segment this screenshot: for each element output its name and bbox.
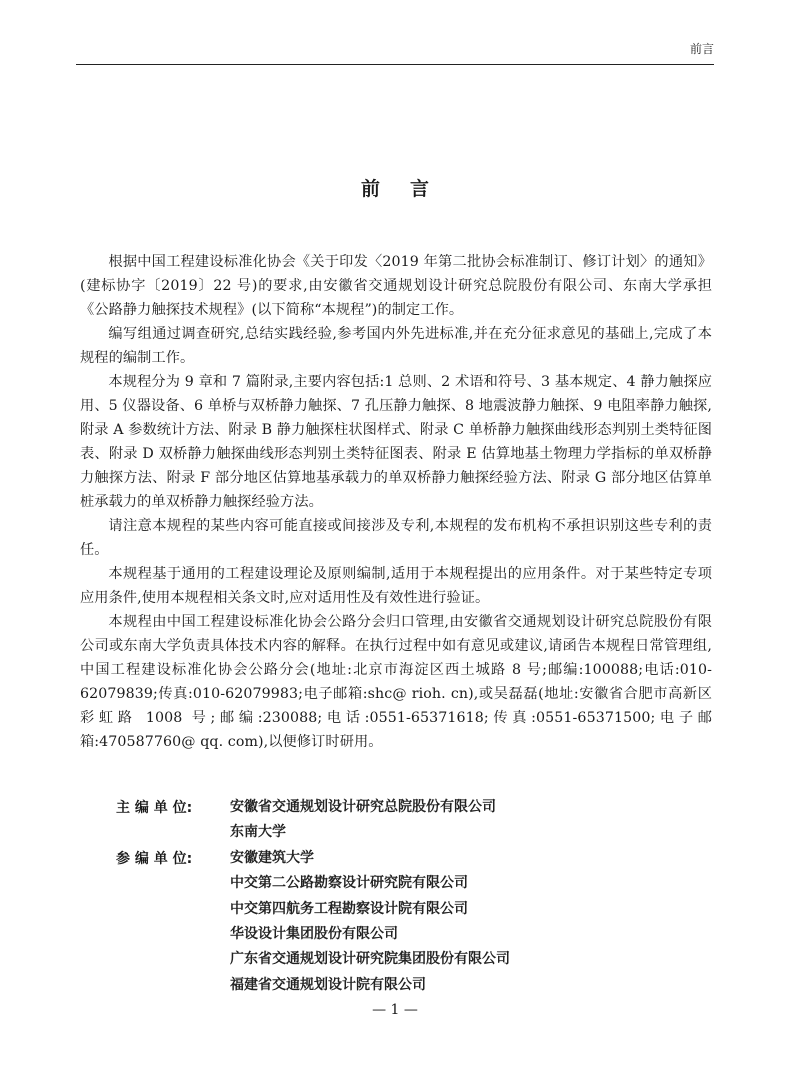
participating-unit: 华设设计集团股份有限公司: [230, 926, 398, 943]
participating-label: 参 编 单 位:: [116, 850, 193, 867]
participating-unit: 中交第二公路勘察设计研究院有限公司: [230, 875, 468, 892]
page-title-char-1: 前: [360, 178, 380, 200]
page-title-char-2: 言: [410, 178, 430, 200]
participating-unit: 福建省交通规划设计院有限公司: [230, 976, 426, 993]
participating-unit: 安徽建筑大学: [230, 849, 314, 866]
chief-editor-label: 主 编 单 位:: [116, 800, 193, 816]
paragraph-drafting: 编写组通过调查研究,总结实践经验,参考国内外先进标准,并在充分征求意见的基础上,完成了本规程的编制工作。: [80, 326, 712, 366]
participating-unit: 中交第四航务工程勘察设计院有限公司: [230, 900, 468, 917]
chief-editor-unit: 安徽省交通规划设计研究总院股份有限公司: [230, 799, 496, 815]
header-divider: [76, 64, 714, 65]
paragraph-management: 本规程由中国工程建设标准化协会公路分会归口管理,由安徽省交通规划设计研究总院股份有限公司或东南大学负责具体技术内容的解释。在执行过程中如有意见或建议,请函告本规程日常管理组,中国工程建设标准化协会公路分会(地址:北京市海淀区西土城路 8 号;邮编:100088;电话:010-62079839;传真:010-62079983;电子邮箱:shc@ rioh. cn),或吴磊磊(地址:安徽省合肥市高新区彩虹路 1008 号;邮编:230088;电话:0551-65371618;传真:0551-65371500;电子邮箱:470587760@ qq. com),以便修订时研用。: [80, 614, 712, 750]
participating-unit: 广东省交通规划设计研究院集团股份有限公司: [230, 951, 510, 968]
paragraph-applicability: 本规程基于通用的工程建设理论及原则编制,适用于本规程提出的应用条件。对于某些特定专项应用条件,使用本规程相关条文时,应对适用性及有效性进行验证。: [80, 566, 712, 606]
body-text: [80, 250, 712, 754]
paragraph-patents: 请注意本规程的某些内容可能直接或间接涉及专利,本规程的发布机构不承担识别这些专利的责任。: [80, 518, 712, 558]
paragraph-mandate: 根据中国工程建设标准化协会《关于印发〈2019 年第二批协会标准制订、修订计划〉的通知》(建标协字〔2019〕22 号)的要求,由安徽省交通规划设计研究总院股份有限公司、东南大学承担《公路静力触探技术规程》(以下简称“本规程”)的制定工作。: [80, 254, 712, 318]
page-number: — 1 —: [372, 1002, 418, 1018]
credits-section: [116, 795, 716, 998]
page-title: [0, 174, 790, 201]
chief-editor-unit: 东南大学: [230, 824, 286, 841]
paragraph-contents: 本规程分为 9 章和 7 篇附录,主要内容包括:1 总则、2 术语和符号、3 基本规定、4 静力触探应用、5 仪器设备、6 单桥与双桥静力触探、7 孔压静力触探、8 地震波静力触探、9 电阻率静力触探,附录 A 参数统计方法、附录 B 静力触探柱状图样式、附录 C 单桥静力触探曲线形态判别土类特征图表、附录 D 双桥静力触探曲线形态判别土类特征图表、附录 E 估算地基土物理力学指标的单双桥静力触探方法、附录 F 部分地区估算地基承载力的单双桥静力触探经验方法、附录 G 部分地区估算单桩承载力的单双桥静力触探经验方法。: [80, 374, 712, 510]
running-header: 前言: [689, 42, 714, 56]
participating-units: [116, 846, 716, 998]
chief-editor-units: [116, 795, 716, 846]
